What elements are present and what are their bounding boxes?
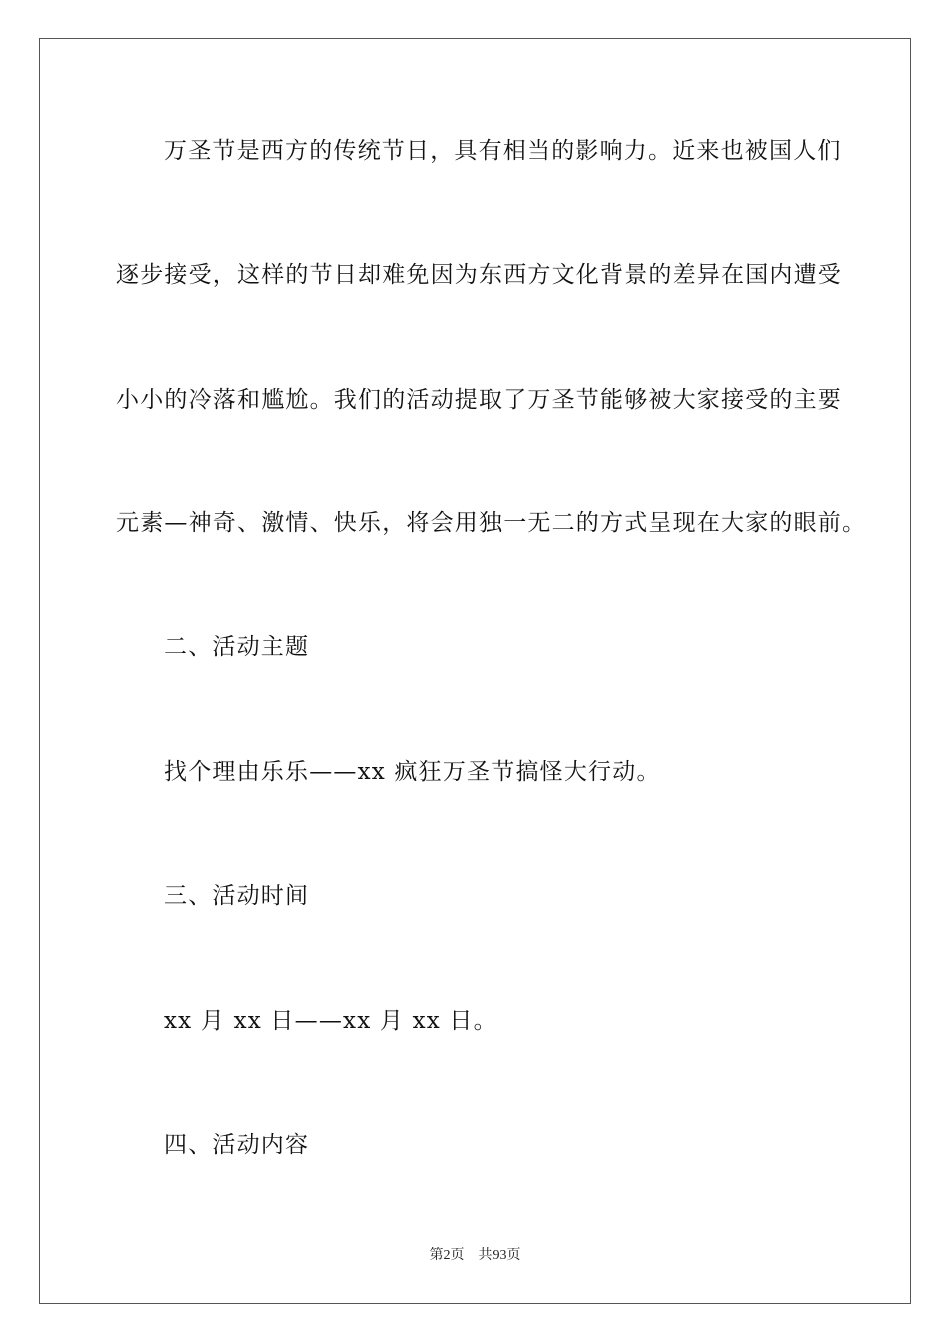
paragraph-line-1: 万圣节是西方的传统节日，具有相当的影响力。近来也被国人们 bbox=[164, 138, 842, 164]
time-text: xx 月 xx 日——xx 月 xx 日。 bbox=[164, 1008, 498, 1034]
paragraph-line-4: 元素—神奇、激情、快乐，将会用独一无二的方式呈现在大家的眼前。 bbox=[116, 510, 867, 536]
section-heading-theme: 二、活动主题 bbox=[164, 634, 310, 660]
paragraph-line-2: 逐步接受，这样的节日却难免因为东西方文化背景的差异在国内遭受 bbox=[116, 262, 842, 288]
section-heading-time: 三、活动时间 bbox=[164, 883, 310, 909]
section-heading-content: 四、活动内容 bbox=[164, 1132, 310, 1158]
paragraph-line-3: 小小的冷落和尴尬。我们的活动提取了万圣节能够被大家接受的主要 bbox=[116, 387, 842, 413]
theme-text: 找个理由乐乐——xx 疯狂万圣节搞怪大行动。 bbox=[164, 759, 661, 785]
page-footer: 第2页 共93页 bbox=[429, 1248, 521, 1263]
page-frame bbox=[39, 38, 911, 1304]
